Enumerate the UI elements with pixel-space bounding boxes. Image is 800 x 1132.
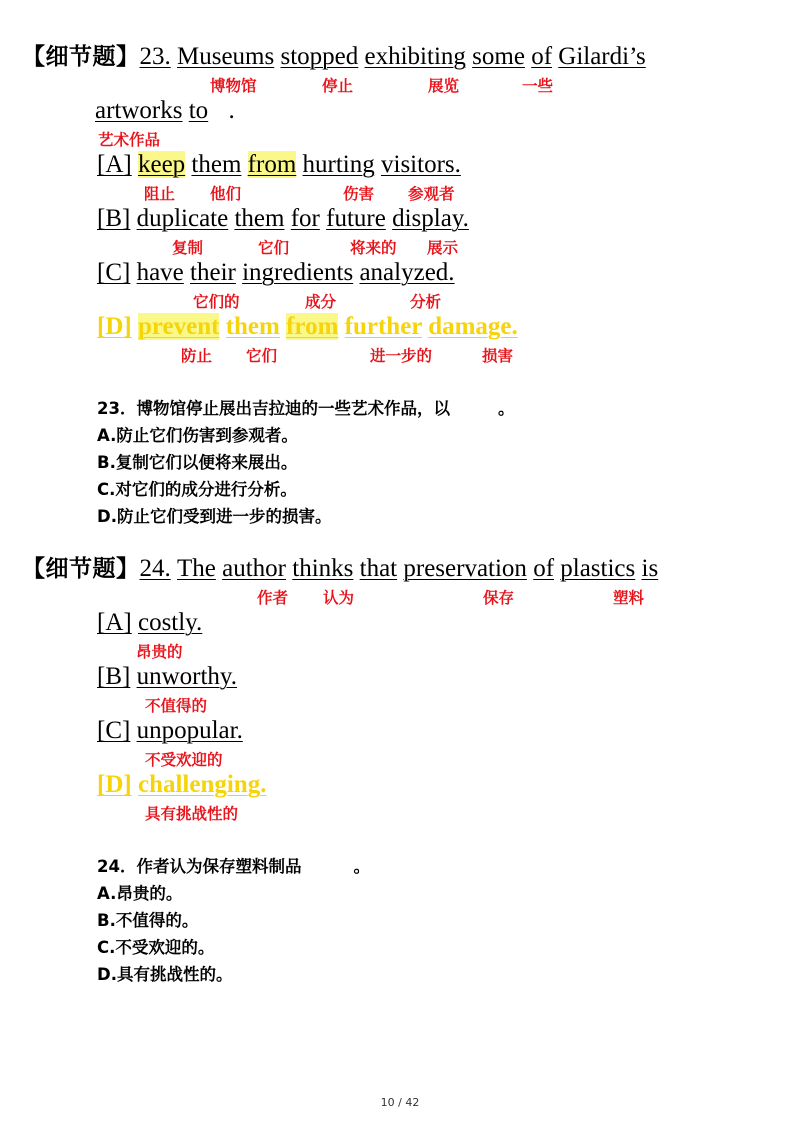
annotation: 伤害 [343,185,375,203]
annotation: 它们 [246,347,278,365]
q24-option-c: [C] unpopular. [97,717,243,744]
q23-translation-a: A.防止它们伤害到参观者。 [97,426,298,445]
annotation: 分析 [410,293,442,311]
q24-option-d-answer: [D] challenging. [97,771,267,798]
q23-stem-line1: 【细节题】23. Museums stopped exhibiting some of Gilardi’s [22,43,646,70]
q24-translation-c: C.不受欢迎的。 [97,938,215,957]
q24-stem: 【细节题】24. The author thinks that preservation of plastics is [22,555,659,582]
q23-option-c: [C] have their ingredients analyzed. [97,259,455,286]
annotation: 塑料 [613,589,645,607]
q23-option-d-answer: [D] prevent them from further damage. [97,313,518,340]
question-type-tag: 【细节题】 [22,556,140,582]
annotation: 停止 [322,77,354,95]
annotation: 进一步的 [370,347,433,365]
annotation: 损害 [482,347,514,365]
q23-translation-question: 23．博物馆停止展出吉拉迪的一些艺术作品，以 。 [97,399,515,418]
annotation: 成分 [305,293,337,311]
annotation: 保存 [483,589,515,607]
annotation: 具有挑战性的 [145,805,239,823]
annotation: 昂贵的 [136,643,183,661]
annotation: 将来的 [350,239,397,257]
annotation: 展示 [427,239,459,257]
annotation: 它们 [258,239,290,257]
annotation: 展览 [428,77,460,95]
q24-option-a: [A] costly. [97,609,203,636]
annotation: 参观者 [408,185,455,203]
answer-blank: . [228,97,235,124]
q24-translation-a: A.昂贵的。 [97,884,183,903]
annotation: 认为 [323,589,355,607]
annotation: 他们 [210,185,242,203]
annotation: 不值得的 [145,697,208,715]
q24-translation-b: B.不值得的。 [97,911,199,930]
q23-option-b: [B] duplicate them for future display. [97,205,469,232]
q24-option-b: [B] unworthy. [97,663,238,690]
annotation: 博物馆 [210,77,257,95]
annotation: 作者 [257,589,289,607]
q23-translation-b: B.复制它们以便将来展出。 [97,453,298,472]
annotation: 艺术作品 [98,131,161,149]
q23-translation-c: C.对它们的成分进行分析。 [97,480,297,499]
question-type-tag: 【细节题】 [22,44,140,70]
q24-translation-d: D.具有挑战性的。 [97,965,233,984]
q24-translation-question: 24．作者认为保存塑料制品 。 [97,857,370,876]
annotation: 阻止 [144,185,176,203]
annotation: 一些 [522,77,554,95]
annotation: 不受欢迎的 [145,751,223,769]
annotation: 防止 [181,347,213,365]
q23-translation-d: D.防止它们受到进一步的损害。 [97,507,332,526]
q23-stem-line2: artworks to . [95,97,235,124]
annotation: 它们的 [193,293,240,311]
annotation: 复制 [172,239,204,257]
q23-option-a: [A] keep them from hurting visitors. [97,151,461,178]
page-number: 10 / 42 [380,1096,420,1109]
